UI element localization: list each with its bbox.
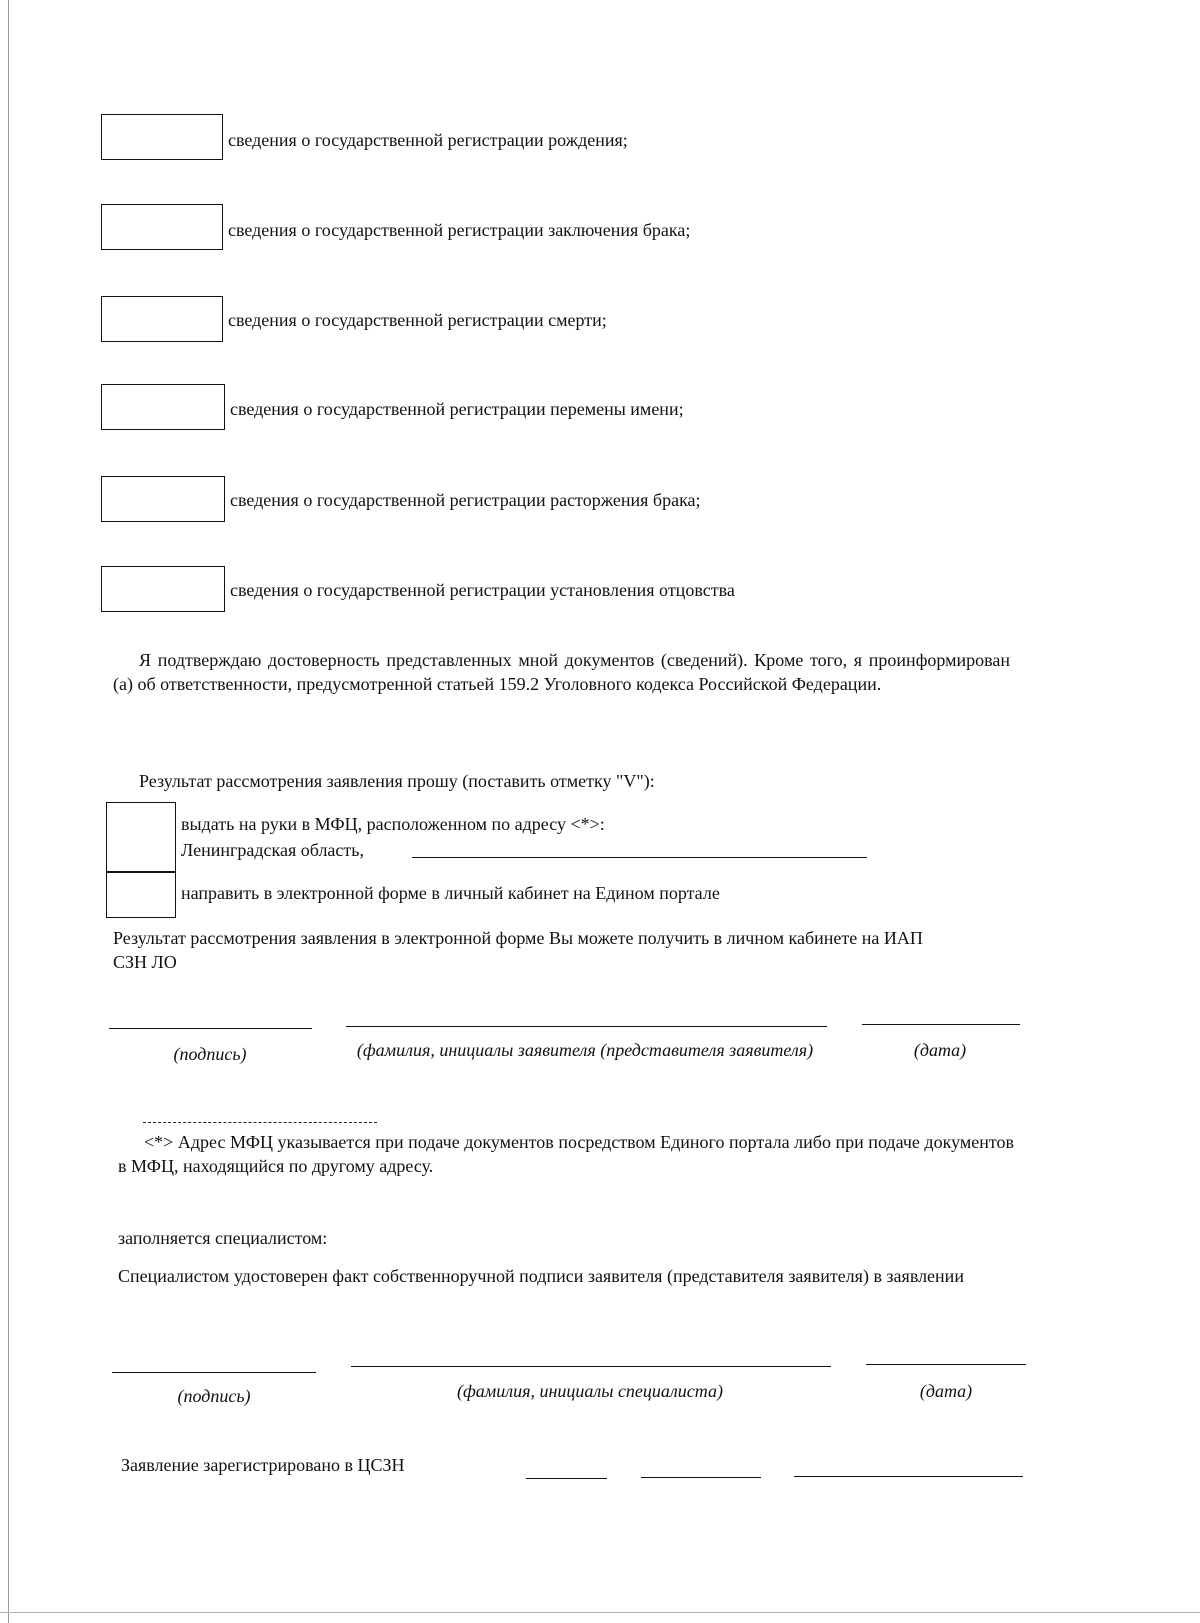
registration-label: Заявление зарегистрировано в ЦСЗН: [121, 1455, 405, 1475]
specialist-date-caption: (дата): [919, 1381, 973, 1401]
registry-item-label: сведения о государственной регистрации смерти;: [228, 310, 607, 330]
mfc-address-line[interactable]: [412, 857, 867, 858]
registry-item-label: сведения о государственной регистрации расторжения брака;: [230, 490, 701, 510]
specialist-signature-line[interactable]: [112, 1372, 316, 1373]
checkbox-send-to-portal[interactable]: [106, 872, 176, 918]
option-portal-label: направить в электронной форме в личный кабинет на Едином портале: [181, 883, 720, 903]
checkbox-marriage-registration[interactable]: [101, 204, 223, 250]
option-mfc-label: выдать на руки в МФЦ, расположенном по адресу <*>:: [181, 814, 605, 834]
registration-day-line[interactable]: [526, 1478, 607, 1479]
registry-item-label: сведения о государственной регистрации установления отцовства: [230, 580, 735, 600]
applicant-date-line[interactable]: [862, 1024, 1020, 1025]
applicant-name-line[interactable]: [346, 1026, 827, 1027]
footnote-text: <*> Адрес МФЦ указывается при подаче документов посредством Единого портала либо при подаче документов в МФЦ, находящийся по другому адресу.: [118, 1132, 1014, 1176]
checkbox-birth-registration[interactable]: [101, 114, 223, 160]
checkbox-name-change-registration[interactable]: [101, 384, 225, 430]
applicant-date-caption: (дата): [913, 1040, 967, 1060]
checkbox-paternity-registration[interactable]: [101, 566, 225, 612]
footnote-separator: [143, 1122, 377, 1123]
option-mfc-region-label: Ленинградская область,: [181, 840, 364, 860]
registration-number-line[interactable]: [794, 1476, 1023, 1477]
registry-item-label: сведения о государственной регистрации перемены имени;: [230, 399, 684, 419]
filled-by-specialist-label: заполняется специалистом:: [118, 1228, 328, 1248]
applicant-name-caption: (фамилия, инициалы заявителя (представителя заявителя): [356, 1040, 814, 1060]
checkbox-issue-at-mfc[interactable]: [106, 802, 176, 872]
registration-month-line[interactable]: [641, 1477, 761, 1478]
checkbox-divorce-registration[interactable]: [101, 476, 225, 522]
page-edge-bottom: [0, 1612, 1200, 1613]
specialist-name-line[interactable]: [351, 1366, 831, 1367]
specialist-statement: Специалистом удостоверен факт собственноручной подписи заявителя (представителя заявителя) в заявлении: [118, 1266, 964, 1286]
applicant-signature-line[interactable]: [109, 1028, 312, 1029]
result-request-label: Результат рассмотрения заявления прошу (поставить отметку "V"):: [139, 771, 655, 791]
registry-item-label: сведения о государственной регистрации рождения;: [228, 130, 628, 150]
specialist-signature-caption: (подпись): [177, 1386, 251, 1406]
checkbox-death-registration[interactable]: [101, 296, 223, 342]
registry-item-label: сведения о государственной регистрации заключения брака;: [228, 220, 691, 240]
page-edge: [8, 0, 9, 1623]
applicant-signature-caption: (подпись): [173, 1044, 247, 1064]
specialist-name-caption: (фамилия, инициалы специалиста): [457, 1381, 723, 1401]
specialist-date-line[interactable]: [866, 1364, 1026, 1365]
electronic-result-note: Результат рассмотрения заявления в электронной форме Вы можете получить в личном кабинете на ИАП СЗН ЛО: [113, 928, 923, 972]
confirmation-paragraph: Я подтверждаю достоверность представленных мной документов (сведений). Кроме того, я проинформирован (а) об ответственности, предусмотренной статьей 159.2 Уголовного кодекса Российской Федерации.: [113, 650, 1010, 694]
